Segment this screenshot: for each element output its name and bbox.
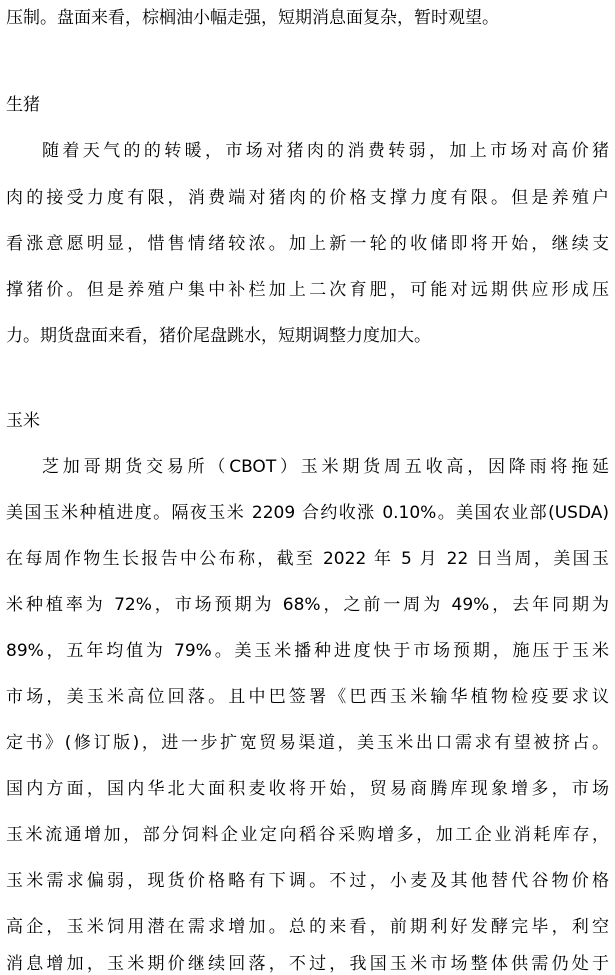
- corn-paragraph-line-1: 芝加哥期货交易所（CBOT）玉米期货周五收高，因降雨将拖延: [42, 457, 609, 477]
- corn-paragraph-line-8: 国内方面，国内华北大面积麦收将开始，贸易商腾库现象增多，市场: [6, 779, 609, 799]
- pig-paragraph-line-3: 看涨意愿明显，惜售情绪较浓。加上新一轮的收储即将开始，继续支: [6, 234, 609, 254]
- corn-paragraph-line-11: 高企，玉米饲用潜在需求增加。总的来看，前期利好发酵完毕，利空: [6, 917, 609, 937]
- corn-paragraph-line-4: 米种植率为 72%，市场预期为 68%，之前一周为 49%，去年同期为: [6, 595, 609, 615]
- pig-paragraph-line-4: 撑猪价。但是养殖户集中补栏加上二次育肥，可能对远期供应形成压: [6, 280, 609, 300]
- corn-paragraph-line-9: 玉米流通增加，部分饲料企业定向稻谷采购增多，加工企业消耗库存，: [6, 825, 609, 845]
- pig-paragraph-line-2: 肉的接受力度有限，消费端对猪肉的价格支撑力度有限。但是养殖户: [6, 188, 609, 208]
- corn-paragraph-line-12: 消息增加，玉米期价继续回落，不过，我国玉米市场整体供需仍处于: [6, 954, 609, 974]
- corn-paragraph-line-10: 玉米需求偏弱，现货价格略有下调。不过，小麦及其他替代谷物价格: [6, 871, 609, 891]
- corn-paragraph-line-3: 在每周作物生长报告中公布称，截至 2022 年 5 月 22 日当周，美国玉: [6, 549, 609, 569]
- section-heading-corn: 玉米: [6, 411, 40, 431]
- section-heading-pig: 生猪: [6, 95, 40, 115]
- intro-line: 压制。盘面来看，棕榈油小幅走强，短期消息面复杂，暂时观望。: [6, 8, 499, 28]
- corn-paragraph-line-5: 89%，五年均值为 79%。美玉米播种进度快于市场预期，施压于玉米: [6, 641, 609, 661]
- corn-paragraph-line-2: 美国玉米种植进度。隔夜玉米 2209 合约收涨 0.10%。美国农业部(USDA): [6, 503, 609, 523]
- pig-paragraph-line-5: 力。期货盘面来看，猪价尾盘跳水，短期调整力度加大。: [6, 326, 431, 346]
- pig-paragraph-line-1: 随着天气的的转暖，市场对猪肉的消费转弱，加上市场对高价猪: [42, 141, 609, 161]
- corn-paragraph-line-6: 市场，美玉米高位回落。且中巴签署《巴西玉米输华植物检疫要求议: [6, 687, 609, 707]
- corn-paragraph-line-7: 定书》(修订版)，进一步扩宽贸易渠道，美玉米出口需求有望被挤占。: [6, 733, 609, 753]
